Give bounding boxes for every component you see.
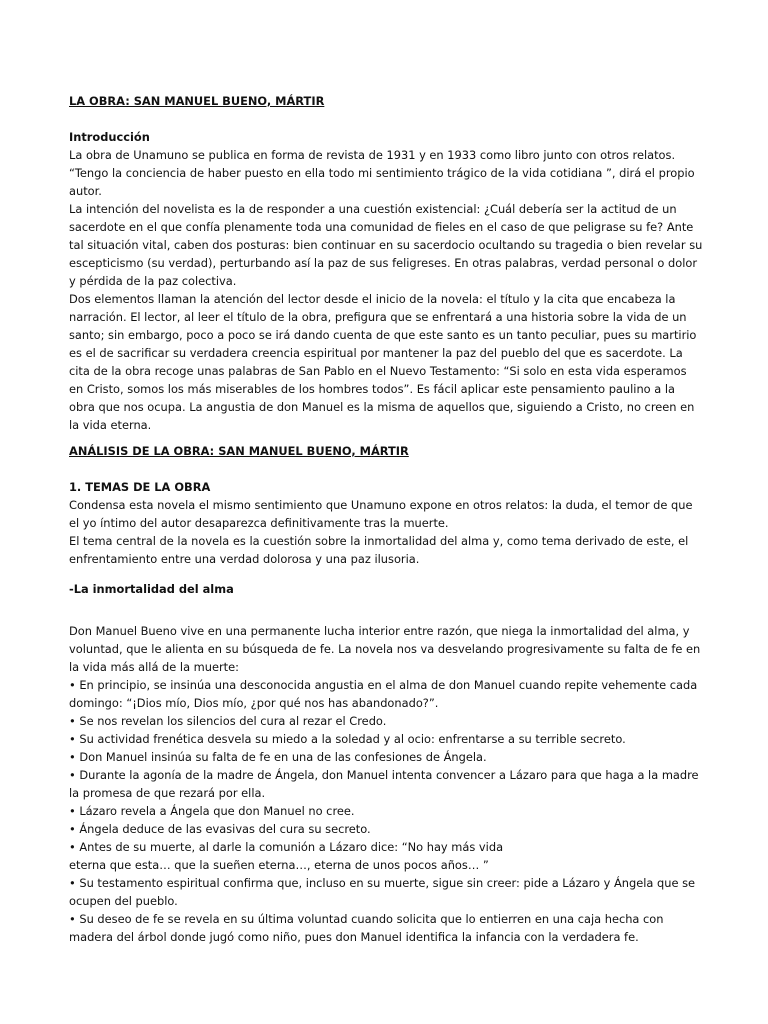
immortality-title: -La inmortalidad del alma [69,582,234,596]
bullet-item: • Lázaro revela a Ángela que don Manuel no cree. [69,804,355,818]
analysis-title: ANÁLISIS DE LA OBRA: SAN MANUEL BUENO, MÁRTIR [69,444,409,458]
themes-paragraph: Condensa esta novela el mismo sentimiento que Unamuno expone en otros relatos: la duda, el temor de que el yo íntimo del autor desaparezca definitivamente tras la muerte. [69,498,693,530]
bullet-item: • Su testamento espiritual confirma que, incluso en su muerte, sigue sin creer: pide a Lázaro y Ángela que se ocupen del pueblo. [69,876,696,908]
document-title: LA OBRA: SAN MANUEL BUENO, MÁRTIR [69,94,325,108]
bullet-item: • Don Manuel insinúa su falta de fe en una de las confesiones de Ángela. [69,750,487,764]
intro-paragraph: La obra de Unamuno se publica en forma de revista de 1931 y en 1933 como libro junto con otros relatos. “Tengo la conciencia de haber puesto en ella todo mi sentimiento trágico de la vida cotidiana ”, dirá el propio autor. [69,148,695,198]
bullet-item: • Su deseo de fe se revela en su última voluntad cuando solicita que lo entierren en una caja hecha con madera del árbol donde jugó como niño, pues don Manuel identifica la infancia con la verdadera fe. [69,912,664,944]
intro-paragraph: Dos elementos llaman la atención del lector desde el inicio de la novela: el título y la cita que encabeza la narración. El lector, al leer el título de la obra, prefigura que se enfrentará a una historia sobre la vida de un santo; sin embargo, poco a poco se irá dando cuenta de que este santo es un tanto peculiar, pues su martirio es el de sacrificar su verdadera creencia espiritual por mantener la paz del pueblo del que es sacerdote. La cita de la obra recoge unas palabras de San Pablo en el Nuevo Testamento: “Si solo en esta vida esperamos en Cristo, somos los más miserables de los hombres todos”. Es fácil aplicar este pensamiento paulino a la obra que nos ocupa. La angustia de don Manuel es la misma de aquellos que, siguiendo a Cristo, no creen en la vida eterna. [69,292,697,432]
bullet-item: • En principio, se insinúa una desconocida angustia en el alma de don Manuel cuando repite vehemente cada domingo: “¡Dios mío, Dios mío, ¿por qué nos has abandonado?”. [69,678,698,710]
bullet-item: • Antes de su muerte, al darle la comunión a Lázaro dice: “No hay más vida [69,840,504,854]
document-page [69,92,703,946]
bullet-item: • Su actividad frenética desvela su miedo a la soledad y al ocio: enfrentarse a su terrible secreto. [69,732,626,746]
bullet-item-continuation: eterna que esta… que la sueñen eterna…, eterna de unos pocos años… ” [69,858,489,872]
bullet-item: • Ángela deduce de las evasivas del cura su secreto. [69,822,371,836]
themes-paragraph: El tema central de la novela es la cuestión sobre la inmortalidad del alma y, como tema derivado de este, el enfrentamiento entre una verdad dolorosa y una paz ilusoria. [69,534,689,566]
intro-heading: Introducción [69,130,150,144]
themes-title: 1. TEMAS DE LA OBRA [69,480,211,494]
bullet-item: • Durante la agonía de la madre de Ángela, don Manuel intenta convencer a Lázaro para que haga a la madre la promesa de que rezará por ella. [69,768,699,800]
bullet-item: • Se nos revelan los silencios del cura al rezar el Credo. [69,714,387,728]
immortality-intro: Don Manuel Bueno vive en una permanente lucha interior entre razón, que niega la inmortalidad del alma, y voluntad, que le alienta en su búsqueda de fe. La novela nos va desvelando progresivamente su falta de fe en la vida más allá de la muerte: [69,624,701,674]
intro-paragraph: La intención del novelista es la de responder a una cuestión existencial: ¿Cuál debería ser la actitud de un sacerdote en el que confía plenamente toda una comunidad de fieles en el caso de que peligrase su fe? Ante tal situación vital, caben dos posturas: bien continuar en su sacerdocio ocultando su tragedia o bien revelar su escepticismo (su verdad), perturbando así la paz de sus feligreses. En otras palabras, verdad personal o dolor y pérdida de la paz colectiva. [69,202,703,288]
